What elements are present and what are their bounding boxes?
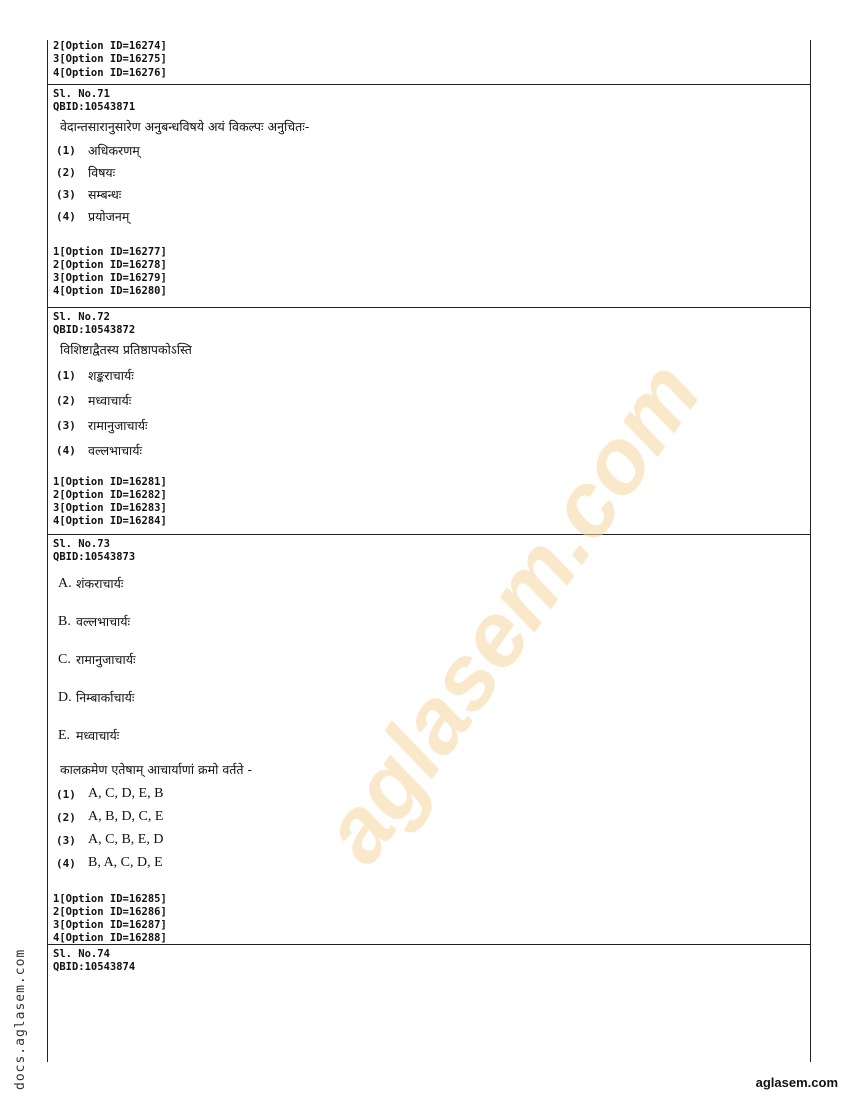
list-item: [48, 717, 810, 755]
divider: [48, 84, 810, 85]
item-label: A.: [58, 575, 72, 591]
question-73: [48, 538, 810, 946]
item-label: D.: [58, 689, 72, 705]
question-text: वेदान्तसारानुसारेण अनुबन्धविषये अयं विकल्पः अनुचितः-: [60, 118, 310, 134]
option-id-line: 2[Option ID=16282]: [53, 488, 167, 501]
item-label: C.: [58, 651, 71, 667]
option-id-line: 3[Option ID=16287]: [53, 919, 167, 932]
option-id-line: 2[Option ID=16286]: [53, 905, 167, 918]
option-id-line: 3[Option ID=16275]: [53, 53, 167, 66]
option-text: A, C, D, E, B: [88, 786, 164, 802]
list-item: [48, 641, 810, 679]
option: [48, 140, 810, 162]
item-text: रामानुजाचार्यः: [76, 652, 136, 668]
item-text: निम्बार्काचार्यः: [76, 690, 135, 706]
option-text: A, B, D, C, E: [88, 809, 164, 825]
option-number: (3): [56, 833, 76, 847]
option-number: (1): [56, 787, 76, 801]
option-id-line: 2[Option ID=16274]: [53, 40, 167, 52]
option: [48, 388, 810, 413]
qbid: QBID:10543871: [53, 101, 136, 114]
serial-number: Sl. No.72: [53, 311, 110, 323]
question-72: [48, 311, 810, 529]
option-number: (3): [56, 188, 76, 202]
prev-question-option-ids: [48, 40, 810, 80]
page-frame: [47, 40, 811, 1062]
option-id-line: 1[Option ID=16281]: [53, 475, 167, 488]
footer-brand: aglasem.com: [755, 1075, 838, 1090]
option-id-line: 1[Option ID=16277]: [53, 245, 167, 258]
question-74: [48, 948, 810, 975]
option-number: (4): [56, 210, 76, 224]
option-id-line: 4[Option ID=16284]: [53, 515, 167, 528]
option-number: (2): [56, 393, 76, 407]
list-item: [48, 565, 810, 603]
question-71: [48, 88, 810, 299]
divider: [48, 307, 810, 308]
qbid: QBID:10543874: [53, 961, 136, 974]
question-text: कालक्रमेण एतेषाम् आचार्याणां क्रमो वर्तते -: [60, 761, 253, 777]
option-text: शङ्कराचार्यः: [88, 367, 134, 383]
option: [48, 852, 810, 875]
option-id-line: 4[Option ID=16288]: [53, 932, 167, 945]
side-url: docs.aglasem.com: [13, 948, 28, 1090]
option: [48, 413, 810, 438]
option: [48, 206, 810, 228]
item-text: शंकराचार्यः: [76, 576, 124, 592]
divider: [48, 944, 810, 945]
option: [48, 806, 810, 829]
serial-number: Sl. No.71: [53, 88, 110, 100]
option-number: (3): [56, 418, 76, 432]
list-item: [48, 679, 810, 717]
option-text: विषयः: [88, 165, 116, 181]
option-number: (2): [56, 810, 76, 824]
option-text: B, A, C, D, E: [88, 855, 163, 871]
option-id-line: 1[Option ID=16285]: [53, 892, 167, 905]
item-label: E.: [58, 727, 71, 743]
option: [48, 184, 810, 206]
watermark: aglasem.com: [302, 344, 721, 881]
serial-number: Sl. No.74: [53, 948, 110, 960]
option: [48, 829, 810, 852]
divider: [48, 534, 810, 535]
option-number: (4): [56, 443, 76, 457]
option-text: A, C, B, E, D: [88, 832, 164, 848]
list-item: [48, 603, 810, 641]
option-number: (4): [56, 856, 76, 870]
option-text: वल्लभाचार्यः: [88, 442, 143, 458]
serial-number: Sl. No.73: [53, 538, 110, 550]
option: [48, 783, 810, 806]
option-id-line: 3[Option ID=16279]: [53, 272, 167, 285]
option-id-line: 3[Option ID=16283]: [53, 502, 167, 515]
option-id-line: 4[Option ID=16280]: [53, 285, 167, 298]
option-text: मध्वाचार्यः: [88, 392, 132, 408]
item-label: B.: [58, 613, 71, 629]
option-text: रामानुजाचार्यः: [88, 417, 148, 433]
qbid: QBID:10543872: [53, 324, 136, 337]
option-number: (1): [56, 144, 76, 158]
item-text: वल्लभाचार्यः: [76, 614, 131, 630]
option-text: सम्बन्धः: [88, 187, 122, 203]
option-number: (1): [56, 368, 76, 382]
option-text: प्रयोजनम्: [88, 209, 130, 225]
option: [48, 162, 810, 184]
option: [48, 438, 810, 463]
option: [48, 363, 810, 388]
item-text: मध्वाचार्यः: [76, 728, 120, 744]
option-number: (2): [56, 166, 76, 180]
option-text: अधिकरणम्: [88, 143, 140, 159]
option-id-line: 2[Option ID=16278]: [53, 258, 167, 271]
question-text: विशिष्टाद्वैतस्य प्रतिष्ठापकोऽस्ति: [60, 341, 192, 357]
option-id-line: 4[Option ID=16276]: [53, 66, 167, 79]
qbid: QBID:10543873: [53, 551, 136, 564]
